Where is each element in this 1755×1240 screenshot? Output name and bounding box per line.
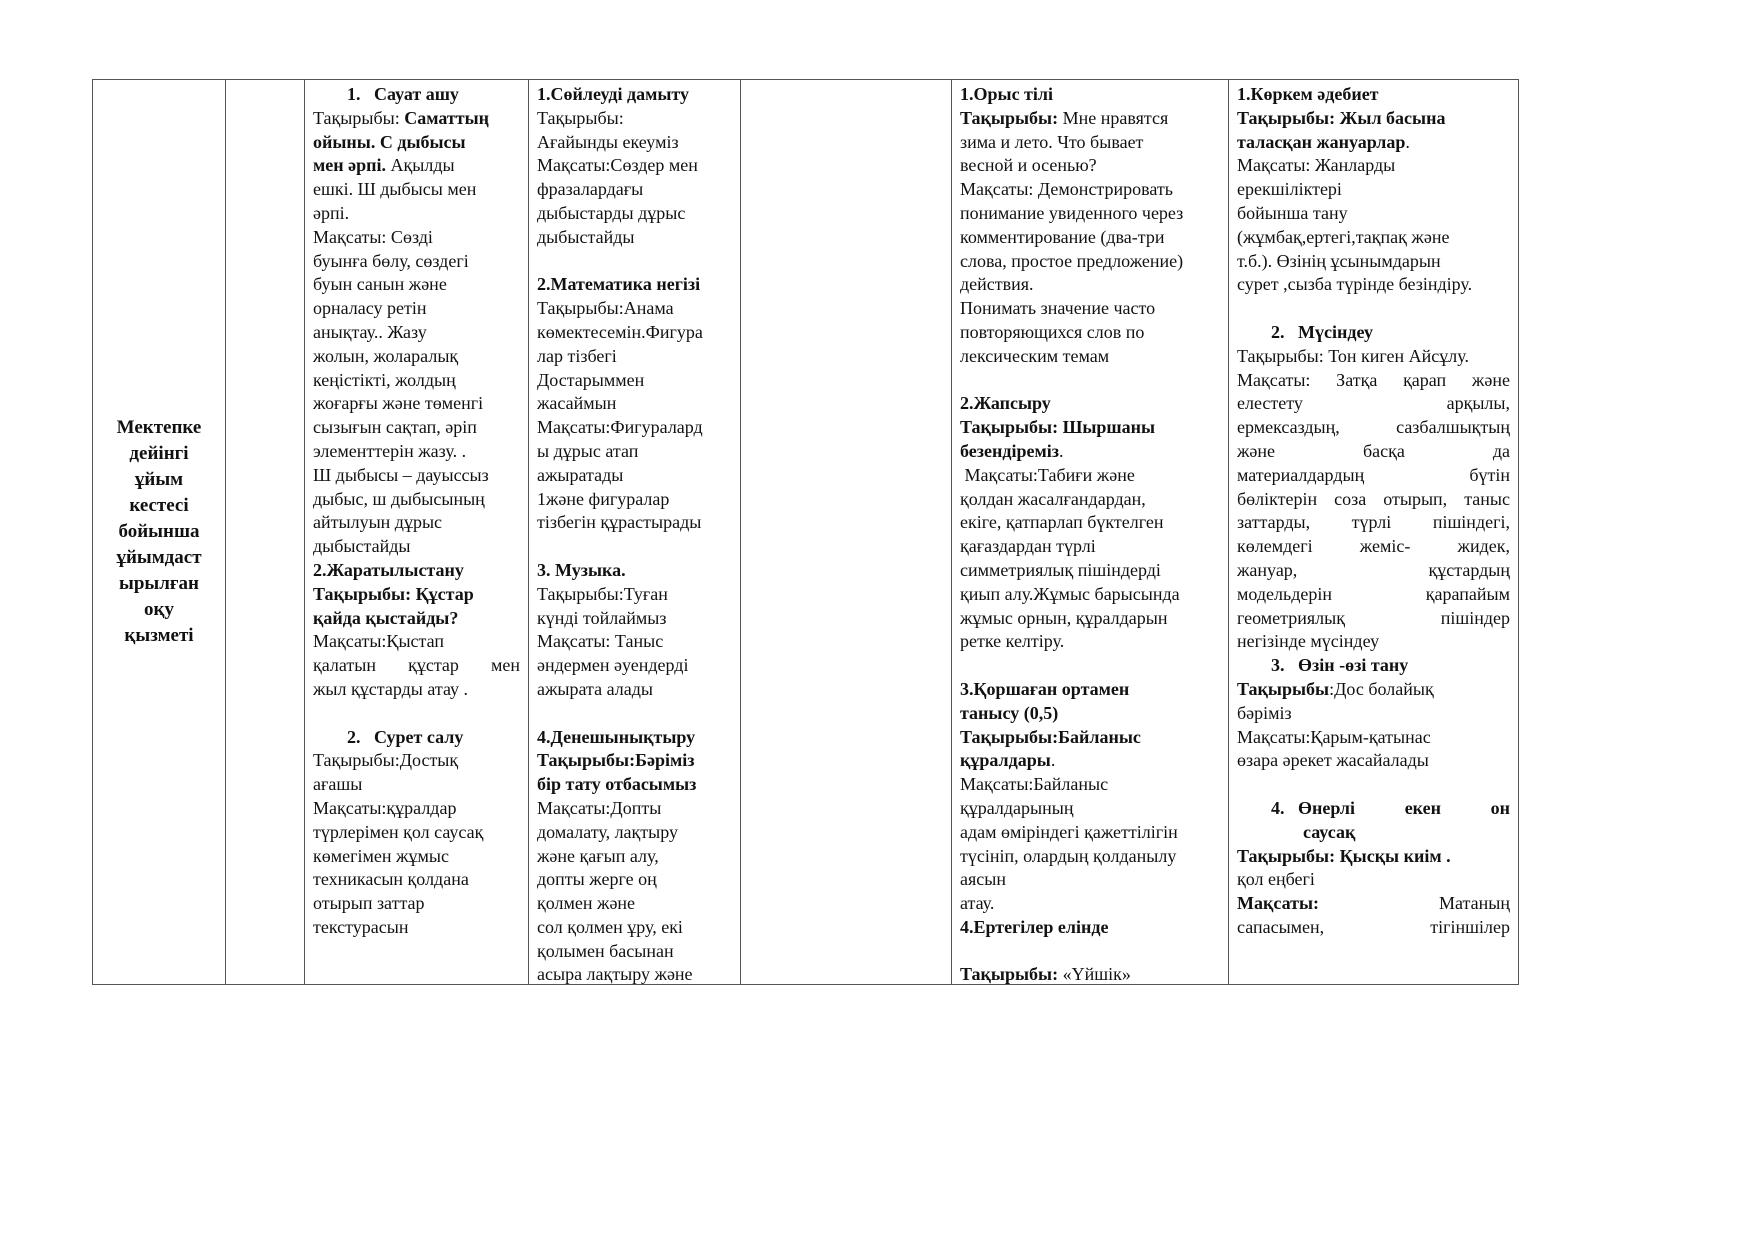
text-line-justified xyxy=(1237,369,1510,393)
text-line: симметриялық пішіндерді xyxy=(960,559,1161,580)
topic-label: Тақырыбы xyxy=(1237,678,1330,699)
text-line: айтылуын дұрыс xyxy=(313,512,443,533)
text-line: Понимать значение часто xyxy=(960,298,1156,319)
text-line: лексическим темам xyxy=(960,345,1110,366)
row-heading-cell xyxy=(93,80,225,984)
topic-line xyxy=(1237,678,1510,702)
text-line: түрлерімен қол саусақ xyxy=(313,821,484,842)
topic-line xyxy=(960,440,1220,464)
topic-line xyxy=(1237,131,1510,155)
text-line-justified xyxy=(1237,440,1510,464)
row-heading-line: қызметі xyxy=(124,625,194,646)
text-line-justified xyxy=(313,654,520,678)
topic-line xyxy=(313,154,520,178)
row-heading xyxy=(116,415,201,649)
text-line: әндермен әуендерді xyxy=(537,655,689,676)
text-line: текстурасын xyxy=(313,916,409,937)
topic-text: Мне нравятся xyxy=(1058,107,1169,128)
word: модельдерін xyxy=(1237,583,1332,604)
word: екен xyxy=(1404,797,1441,818)
text-line-justified xyxy=(1237,559,1510,583)
text-line: ретке келтіру. xyxy=(960,631,1065,652)
topic-text: Ақылды xyxy=(386,155,455,176)
text-line: Мақсаты:Байланыс xyxy=(960,774,1109,795)
text-line: асыра лақтыру және xyxy=(537,964,693,984)
word: материалдардың xyxy=(1237,464,1365,485)
word: бөліктерін xyxy=(1237,488,1318,509)
text-line-justified xyxy=(1237,392,1510,416)
word: геометриялық xyxy=(1237,607,1345,628)
text-line: Мақсаты:Қыстап xyxy=(313,631,444,652)
topic-text: құралдары xyxy=(960,750,1051,771)
text-line: Мақсаты:Қарым-қатынас xyxy=(1237,726,1431,747)
topic-line: Тақырыбы: Жыл басына xyxy=(1237,107,1446,128)
section-title: 2.Математика негізі xyxy=(537,274,701,295)
section-title: 3.Қоршаған ортамен xyxy=(960,678,1130,699)
word: соза xyxy=(1334,488,1367,509)
text-line: Мақсаты:Фигуралард xyxy=(537,417,703,438)
section-title: 1.Сөйлеуді дамыту xyxy=(537,84,690,104)
word: жеміс- xyxy=(1359,536,1411,557)
word: Затқа xyxy=(1336,369,1378,390)
section-title: 2. Мүсіндеу xyxy=(1271,321,1373,342)
topic-line: ойыны. С дыбысы xyxy=(313,131,466,152)
row-heading-line: кестесі xyxy=(129,495,189,516)
row-heading-line: Мектепке xyxy=(116,417,202,438)
word: заттарды, xyxy=(1237,512,1311,533)
text-line: аясын xyxy=(960,869,1006,890)
word: басқа xyxy=(1363,440,1405,461)
monday-cell xyxy=(304,80,528,984)
text-line: ағашы xyxy=(313,774,363,795)
text-line: жоғарғы және төменгі xyxy=(313,393,484,414)
text-line-justified xyxy=(1237,916,1510,940)
text-line: өзара әрекет жасайалады xyxy=(1237,750,1429,771)
word: жануар, xyxy=(1237,559,1298,580)
word: тігіншілер xyxy=(1430,916,1510,937)
text-line: Достарыммен xyxy=(537,369,645,390)
word: көлемдегі xyxy=(1237,536,1313,557)
text-line: повторяющихся слов по xyxy=(960,321,1145,342)
text-line: дыбыстайды xyxy=(537,226,635,247)
topic-line: бір тату отбасымыз xyxy=(537,774,697,795)
text-line: Ш дыбысы – дауыссыз xyxy=(313,464,489,485)
text-line: Мақсаты:Допты xyxy=(537,797,662,818)
word: 4. Өнерлі xyxy=(1271,797,1356,818)
text-line: Тақырыбы: xyxy=(537,107,624,128)
word: отырып, xyxy=(1383,488,1448,509)
section-title: 4.Ертегілер елінде xyxy=(960,916,1109,937)
word: түрлі xyxy=(1351,512,1392,533)
section-title: 2.Жапсыру xyxy=(960,393,1051,414)
topic-line: Тақырыбы:Байланыс xyxy=(960,726,1141,747)
word: қарап xyxy=(1403,369,1447,390)
text-line-justified xyxy=(1237,488,1510,512)
text-line: сурет ,сызба түрінде безіндіру. xyxy=(1237,274,1473,295)
topic-text: . xyxy=(1050,750,1056,771)
text-line: зима и лето. Что бывает xyxy=(960,131,1144,152)
word: пішіндер xyxy=(1440,607,1510,628)
text-line: 1және фигуралар xyxy=(537,488,670,509)
topic-text: Саматтың xyxy=(404,107,490,128)
text-line: Ағайынды екеуміз xyxy=(537,131,679,152)
text-line: дыбыстарды дұрыс xyxy=(537,202,686,223)
text-line: элементтерін жазу. . xyxy=(313,440,467,461)
topic-text: «Үйшік» xyxy=(1058,964,1131,984)
word: пішіндегі, xyxy=(1432,512,1510,533)
section-title: танысу (0,5) xyxy=(960,702,1059,723)
topic-label: Тақырыбы: xyxy=(313,107,405,128)
topic-line xyxy=(960,963,1220,984)
topic-text: . xyxy=(1405,131,1410,152)
topic-text: . xyxy=(1058,440,1064,461)
text-line: Тақырыбы:Достық xyxy=(313,750,459,771)
section-title: 1. Сауат ашу xyxy=(347,84,459,104)
text-line: Мақсаты:құралдар xyxy=(313,797,457,818)
word: он xyxy=(1490,797,1510,818)
text-line: әрпі. xyxy=(313,202,350,223)
text-line: Мақсаты: Таныс xyxy=(537,631,664,652)
topic-text: безендіреміз xyxy=(960,440,1059,461)
text-line: құралдарының xyxy=(960,797,1074,818)
text-line: дыбыс, ш дыбысының xyxy=(313,488,485,509)
text-line: қиып алу.Жұмыс барысында xyxy=(960,583,1180,604)
word: да xyxy=(1492,440,1510,461)
word: ермексаздың, xyxy=(1237,417,1340,438)
tuesday-cell xyxy=(528,80,740,984)
section-title: 1.Көркем әдебиет xyxy=(1237,84,1379,104)
row-heading-line: ұйым xyxy=(134,469,184,490)
word: мен xyxy=(490,655,520,676)
word: таныс xyxy=(1464,488,1510,509)
wednesday-cell xyxy=(740,80,951,984)
thursday-cell xyxy=(951,80,1228,984)
goal-justified-block xyxy=(1237,369,1510,631)
text-line: действия. xyxy=(960,274,1034,295)
text-line: дыбыстайды xyxy=(313,536,411,557)
empty-cell xyxy=(225,80,304,984)
topic-line: Тақырыбы: Тон киген Айсұлу. xyxy=(1237,345,1469,366)
section-title: 1.Орыс тілі xyxy=(960,84,1053,104)
row-heading-line: ұйымдаст xyxy=(116,547,202,568)
text-line: Мақсаты: Демонстрировать xyxy=(960,179,1174,200)
topic-line: Тақырыбы: Шыршаны xyxy=(960,417,1156,438)
text-line: фразалардағы xyxy=(537,179,644,200)
text-line: Мақсаты: Сөзді xyxy=(313,226,433,247)
text-line: және қағып алу, xyxy=(537,845,659,866)
text-line: ерекшіліктері xyxy=(1237,179,1342,200)
text-line: қағаздардан түрлі xyxy=(960,536,1096,557)
text-line-justified xyxy=(1237,892,1510,916)
topic-label: Тақырыбы: xyxy=(960,964,1059,984)
friday-cell xyxy=(1228,80,1520,984)
row-heading-line: бойынша xyxy=(118,521,200,542)
schedule-table xyxy=(92,79,1519,985)
topic-label: Тақырыбы: xyxy=(960,107,1059,128)
text-line: комментирование (два-три xyxy=(960,226,1165,247)
text-line: понимание увиденного через xyxy=(960,202,1184,223)
text-line: қолмен және xyxy=(537,893,636,914)
text-line: весной и осенью? xyxy=(960,155,1097,176)
section-title: 2.Жаратылыстану xyxy=(313,559,464,580)
text-line: жасаймын xyxy=(537,393,617,414)
text-line: Тақырыбы:Туған xyxy=(537,583,668,604)
section-title: 3. Музыка. xyxy=(537,559,626,580)
text-line: ажырата алады xyxy=(537,678,653,699)
text-line: Мақсаты:Табиғи және xyxy=(960,464,1135,485)
text-line: екіге, қатпарлап бүктелген xyxy=(960,512,1164,533)
word: қарапайым xyxy=(1425,583,1510,604)
word: арқылы, xyxy=(1446,393,1510,414)
text-line: лар тізбегі xyxy=(537,345,617,366)
topic-line xyxy=(960,107,1220,131)
text-line-justified xyxy=(1237,535,1510,559)
text-line: жолын, жоларалық xyxy=(313,345,459,366)
text-line: домалату, лақтыру xyxy=(537,821,679,842)
text-line: отырып заттар xyxy=(313,893,425,914)
topic-line xyxy=(313,107,520,131)
text-line: сол қолмен ұру, екі xyxy=(537,916,683,937)
word: сапасымен, xyxy=(1237,916,1325,937)
text-line-justified xyxy=(1237,607,1510,631)
topic-text: таласқан жануарлар xyxy=(1237,131,1406,152)
topic-line: қайда қыстайды? xyxy=(313,607,459,628)
text-line: бойынша тану xyxy=(1237,202,1348,223)
text-line: тізбегін құрастырады xyxy=(537,512,702,533)
text-line: анықтау.. Жазу xyxy=(313,321,427,342)
text-line: буын санын және xyxy=(313,274,447,295)
text-line: қолымен басынан xyxy=(537,940,674,961)
goal-label: Мақсаты: xyxy=(1237,893,1319,914)
text-line: ешкі. Ш дыбысы мен xyxy=(313,179,477,200)
text-line-justified xyxy=(1237,583,1510,607)
text-line-justified xyxy=(1237,511,1510,535)
text-line: сызығын сақтап, әріп xyxy=(313,417,477,438)
word: құстардың xyxy=(1428,559,1510,580)
text-line: ы дұрыс атап xyxy=(537,440,639,461)
text-line: орналасу ретін xyxy=(313,298,427,319)
word: қалатын xyxy=(313,655,376,676)
text-line: (жұмбақ,ертегі,тақпақ және xyxy=(1237,226,1450,247)
text-line: Тақырыбы:Анама xyxy=(537,298,674,319)
section-title: 3. Өзін -өзі тану xyxy=(1271,655,1409,676)
text-line: ажыратады xyxy=(537,464,624,485)
section-title xyxy=(1237,797,1510,821)
word: Матаның xyxy=(1439,893,1510,914)
text-line: т.б.). Өзінің ұсынымдарын xyxy=(1237,250,1441,271)
text-line: слова, простое предложение) xyxy=(960,250,1184,271)
topic-text: мен әрпі. xyxy=(313,155,386,176)
text-line-justified xyxy=(1237,464,1510,488)
word: жидек, xyxy=(1457,536,1510,557)
word: бүтін xyxy=(1469,464,1510,485)
row-heading-line: ырылған xyxy=(119,573,199,594)
text-line: Мақсаты: Жанларды xyxy=(1237,155,1396,176)
topic-line xyxy=(960,749,1220,773)
text-line: көмектесемін.Фигура xyxy=(537,321,703,342)
text-line: көмегімен жұмыс xyxy=(313,845,449,866)
text-line: техникасын қолдана xyxy=(313,869,469,890)
text-line: күнді тойлаймыз xyxy=(537,607,667,628)
topic-line: Тақырыбы:Бәріміз xyxy=(537,750,695,771)
row-heading-line: оқу xyxy=(144,599,174,620)
word: сазбалшықтың xyxy=(1396,417,1510,438)
text-line: атау. xyxy=(960,893,995,914)
text-line: жыл құстарды атау . xyxy=(313,678,469,699)
row-heading-line: дейінгі xyxy=(129,443,189,464)
text-line-justified xyxy=(1237,416,1510,440)
word: құстар xyxy=(408,655,459,676)
word: Мақсаты: xyxy=(1237,369,1311,390)
topic-line: Тақырыбы: Құстар xyxy=(313,583,474,604)
topic-line: Тақырыбы: Қысқы киім . xyxy=(1237,845,1451,866)
word: және xyxy=(1471,369,1510,390)
text-line: жұмыс орнын, құралдарын xyxy=(960,607,1168,628)
text-line: адам өміріндегі қажеттілігін xyxy=(960,821,1178,842)
text-line: қолдан жасалғандардан, xyxy=(960,488,1146,509)
text-line: буынға бөлу, сөздегі xyxy=(313,250,469,271)
text-line: қол еңбегі xyxy=(1237,869,1315,890)
section-title: саусақ xyxy=(1303,821,1356,842)
text-line: Мақсаты:Сөздер мен xyxy=(537,155,698,176)
word: және xyxy=(1237,440,1276,461)
text-line: допты жерге оң xyxy=(537,869,657,890)
text-line: кеңістікті, жолдың xyxy=(313,369,456,390)
text-line: бәріміз xyxy=(1237,702,1292,723)
text-line: түсініп, олардың қолданылу xyxy=(960,845,1177,866)
section-title: 2. Сурет салу xyxy=(347,726,464,747)
text-line: негізінде мүсіндеу xyxy=(1237,631,1380,652)
word: елестету xyxy=(1237,393,1303,414)
section-title: 4.Денешынықтыру xyxy=(537,726,696,747)
topic-text: :Дос болайық xyxy=(1329,678,1434,699)
